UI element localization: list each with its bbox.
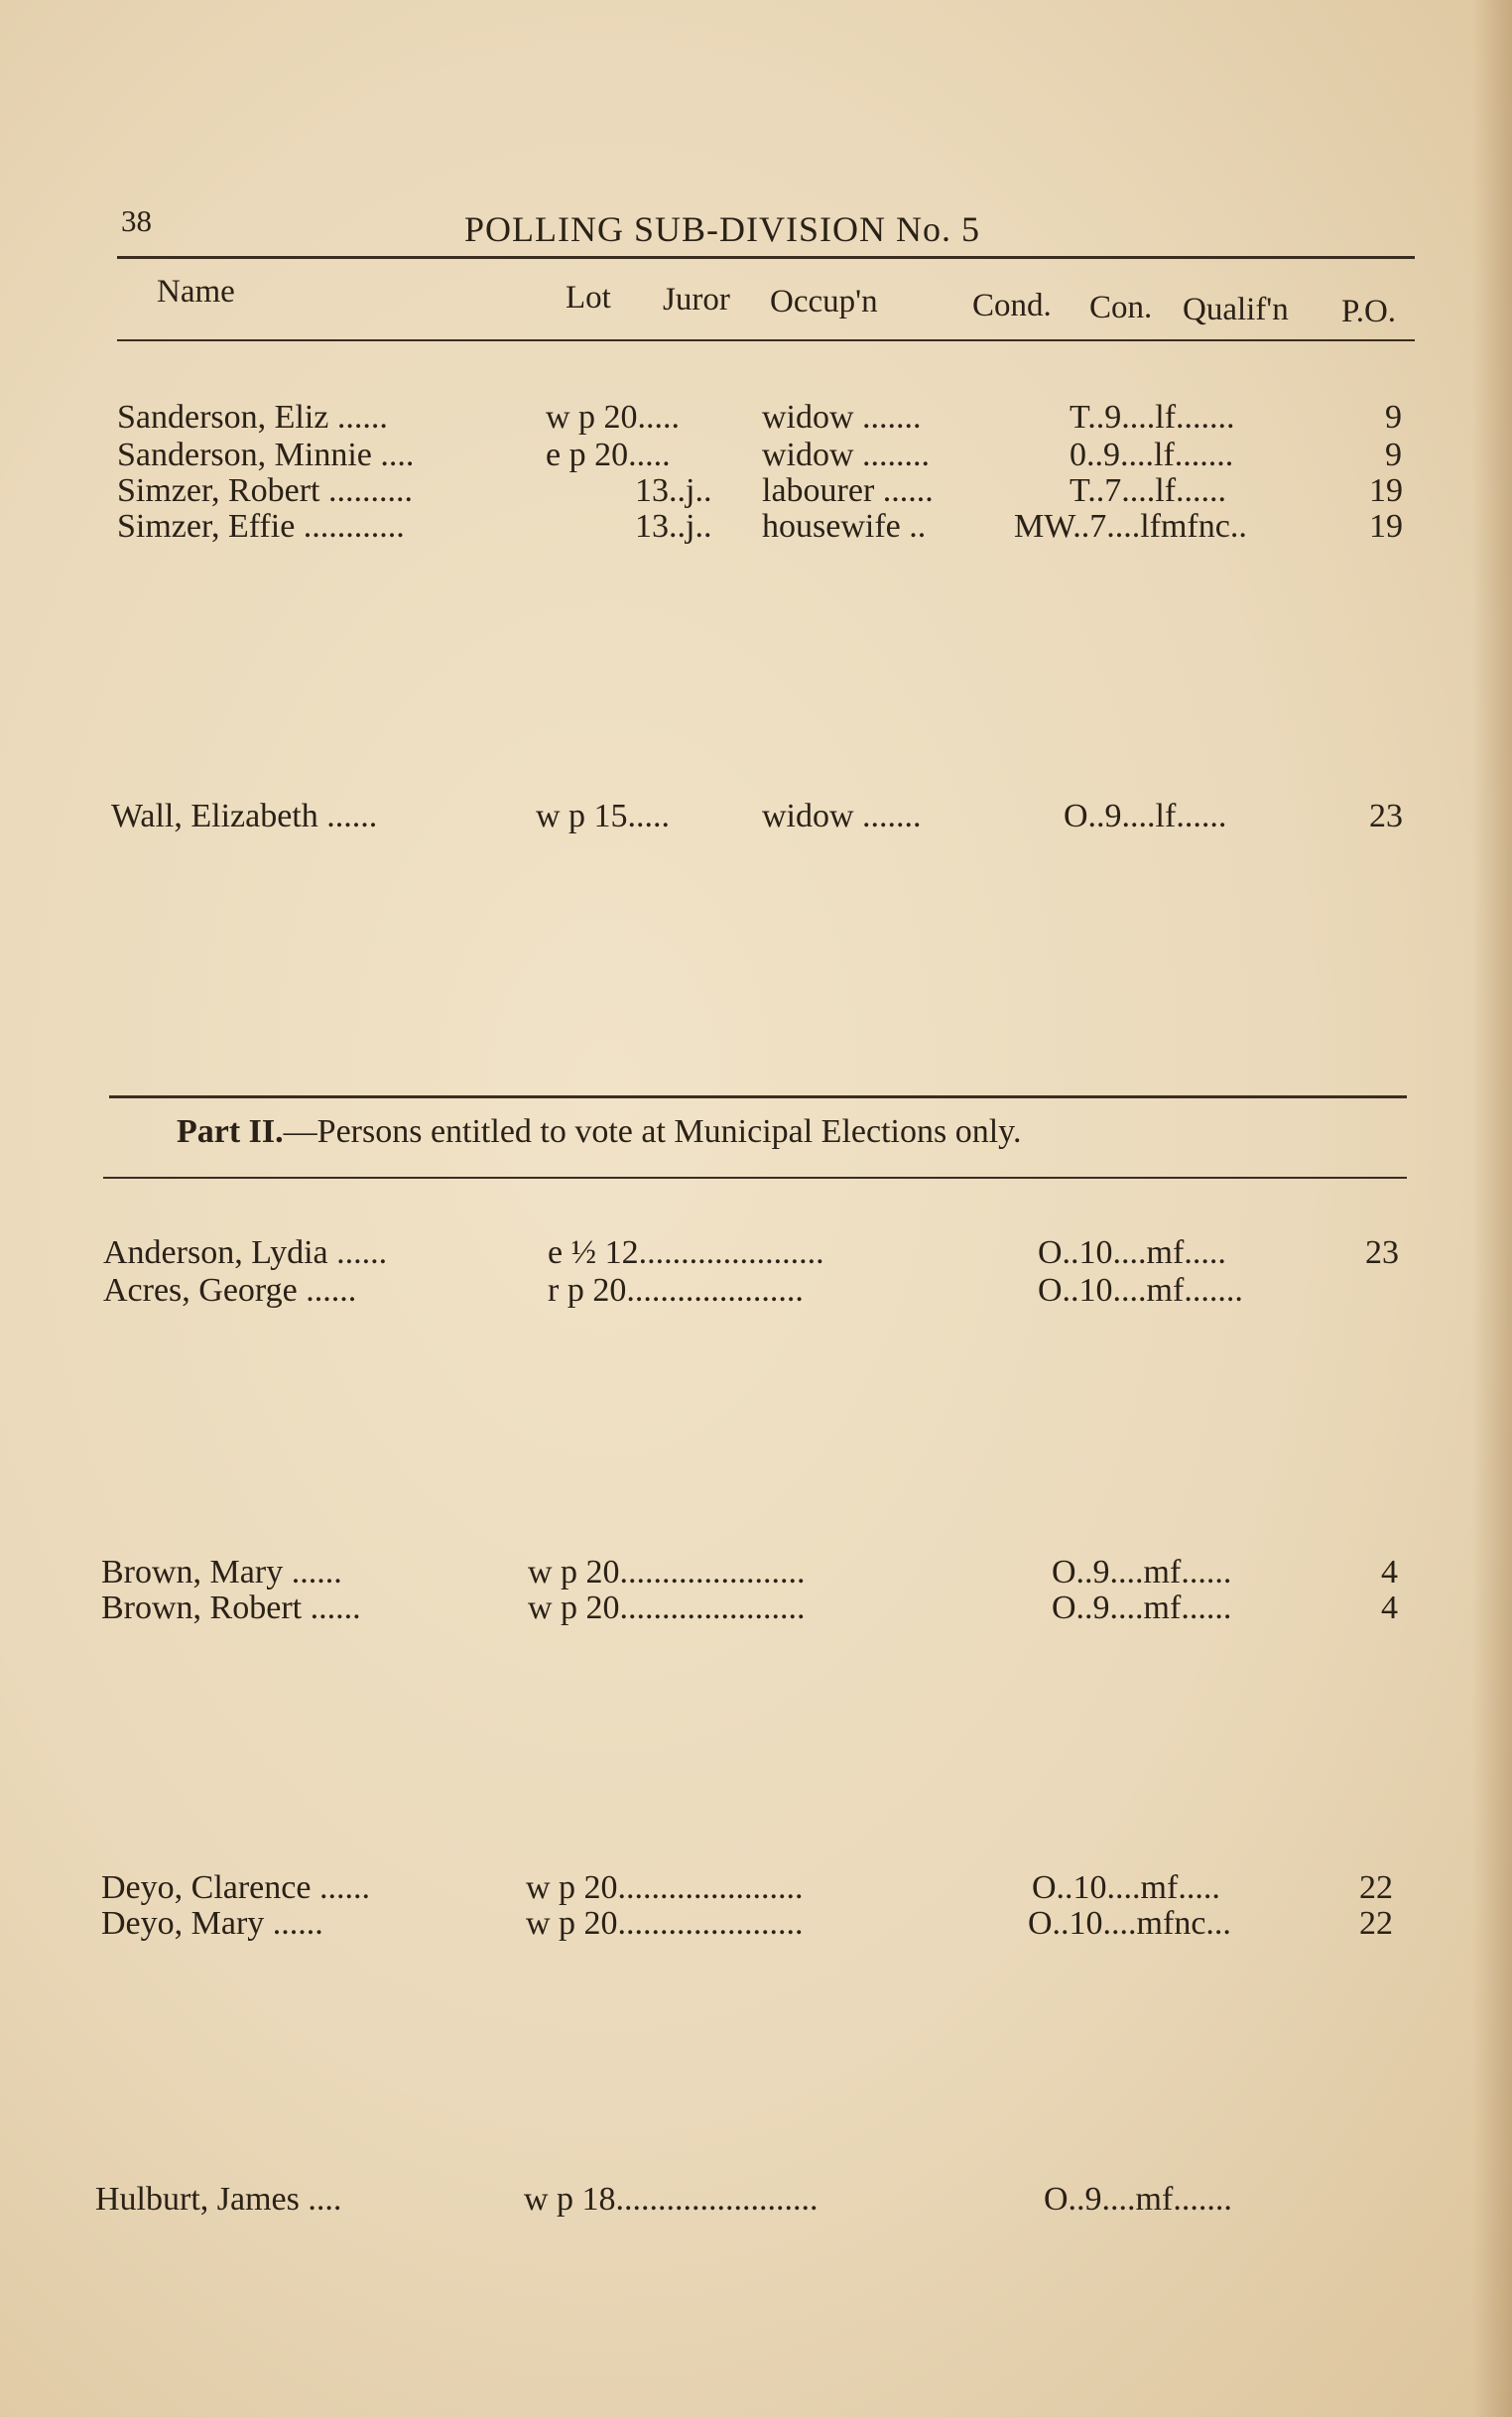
elector-qualification: O..9....mf...... bbox=[1052, 1590, 1232, 1626]
elector-po: 4 bbox=[1381, 1554, 1398, 1590]
page-number: 38 bbox=[121, 203, 152, 238]
column-header-name: Name bbox=[157, 274, 235, 310]
elector-lot: w p 20..... bbox=[546, 399, 681, 436]
elector-lot: e ½ 12...................... bbox=[548, 1234, 824, 1271]
elector-lot: w p 15..... bbox=[536, 798, 671, 834]
elector-qualification: O..10....mf..... bbox=[1038, 1234, 1226, 1271]
elector-lot: 13..j.. bbox=[635, 472, 712, 509]
elector-qualification: O..10....mfnc... bbox=[1028, 1905, 1231, 1942]
table-row bbox=[0, 508, 1449, 548]
column-header-qualif: Qualif'n bbox=[1183, 292, 1289, 327]
elector-lot: w p 18........................ bbox=[524, 2181, 819, 2218]
elector-qualification: O..9....mf....... bbox=[1044, 2181, 1232, 2218]
column-header-lot: Lot bbox=[566, 280, 611, 316]
elector-po: 23 bbox=[1369, 798, 1403, 834]
elector-po: 9 bbox=[1385, 437, 1402, 473]
elector-name: Anderson, Lydia ...... bbox=[103, 1234, 388, 1271]
header-rule-top bbox=[117, 256, 1415, 259]
table-row bbox=[0, 399, 1449, 439]
elector-qualification: 0..9....lf....... bbox=[1070, 437, 1234, 473]
table-row bbox=[0, 1234, 1449, 1274]
table-row bbox=[0, 437, 1449, 476]
elector-name: Brown, Robert ...... bbox=[101, 1590, 361, 1626]
elector-lot: e p 20..... bbox=[546, 437, 671, 473]
elector-lot: 13..j.. bbox=[635, 508, 712, 545]
column-header-po: P.O. bbox=[1341, 294, 1397, 329]
elector-lot: w p 20...................... bbox=[526, 1905, 804, 1942]
elector-occupation: widow ....... bbox=[762, 399, 922, 436]
elector-occupation: labourer ...... bbox=[762, 472, 934, 509]
part-two-label: Part II. bbox=[177, 1113, 284, 1150]
part-two-heading bbox=[177, 1113, 1021, 1151]
column-header-occupation: Occup'n bbox=[770, 284, 878, 319]
elector-name: Sanderson, Eliz ...... bbox=[117, 399, 388, 436]
elector-qualification: O..9....lf...... bbox=[1064, 798, 1227, 834]
column-header-cond: Cond. bbox=[972, 288, 1052, 323]
elector-lot: w p 20...................... bbox=[528, 1590, 806, 1626]
elector-name: Wall, Elizabeth ...... bbox=[111, 798, 378, 834]
table-row bbox=[0, 1590, 1449, 1629]
page-title: POLLING SUB-DIVISION No. 5 bbox=[464, 209, 980, 249]
table-row bbox=[0, 2181, 1449, 2221]
part-two-rule-bottom bbox=[103, 1177, 1407, 1179]
elector-name: Simzer, Effie ............ bbox=[117, 508, 405, 545]
elector-po: 22 bbox=[1359, 1905, 1393, 1942]
table-row bbox=[0, 798, 1449, 837]
elector-name: Deyo, Clarence ...... bbox=[101, 1869, 370, 1906]
part-two-description: —Persons entitled to vote at Municipal Elections only. bbox=[283, 1113, 1022, 1150]
page-edge-shadow bbox=[1472, 0, 1512, 2417]
elector-qualification: T..7....lf...... bbox=[1070, 472, 1227, 509]
elector-name: Acres, George ...... bbox=[103, 1272, 357, 1309]
header-rule-bottom bbox=[117, 339, 1415, 341]
elector-po: 22 bbox=[1359, 1869, 1393, 1906]
elector-po: 19 bbox=[1369, 472, 1403, 509]
elector-occupation: widow ........ bbox=[762, 437, 931, 473]
elector-name: Hulburt, James .... bbox=[95, 2181, 342, 2218]
elector-qualification: MW..7....lfmfnc.. bbox=[1014, 508, 1247, 545]
elector-qualification: T..9....lf....... bbox=[1070, 399, 1235, 436]
elector-lot: w p 20...................... bbox=[526, 1869, 804, 1906]
elector-po: 4 bbox=[1381, 1590, 1398, 1626]
elector-occupation: widow ....... bbox=[762, 798, 922, 834]
elector-occupation: housewife .. bbox=[762, 508, 927, 545]
table-row bbox=[0, 1272, 1449, 1312]
elector-qualification: O..9....mf...... bbox=[1052, 1554, 1232, 1590]
table-row bbox=[0, 1554, 1449, 1593]
table-row bbox=[0, 1869, 1449, 1909]
elector-qualification: O..10....mf....... bbox=[1038, 1272, 1243, 1309]
elector-name: Brown, Mary ...... bbox=[101, 1554, 342, 1590]
elector-name: Sanderson, Minnie .... bbox=[117, 437, 415, 473]
elector-name: Deyo, Mary ...... bbox=[101, 1905, 323, 1942]
table-row bbox=[0, 472, 1449, 512]
elector-lot: w p 20...................... bbox=[528, 1554, 806, 1590]
table-row bbox=[0, 1905, 1449, 1945]
column-header-con: Con. bbox=[1089, 290, 1153, 325]
elector-po: 9 bbox=[1385, 399, 1402, 436]
column-header-juror: Juror bbox=[663, 282, 730, 318]
part-two-rule-top bbox=[109, 1095, 1407, 1098]
elector-name: Simzer, Robert .......... bbox=[117, 472, 413, 509]
elector-lot: r p 20..................... bbox=[548, 1272, 804, 1309]
elector-po: 19 bbox=[1369, 508, 1403, 545]
elector-qualification: O..10....mf..... bbox=[1032, 1869, 1220, 1906]
elector-po: 23 bbox=[1365, 1234, 1399, 1271]
